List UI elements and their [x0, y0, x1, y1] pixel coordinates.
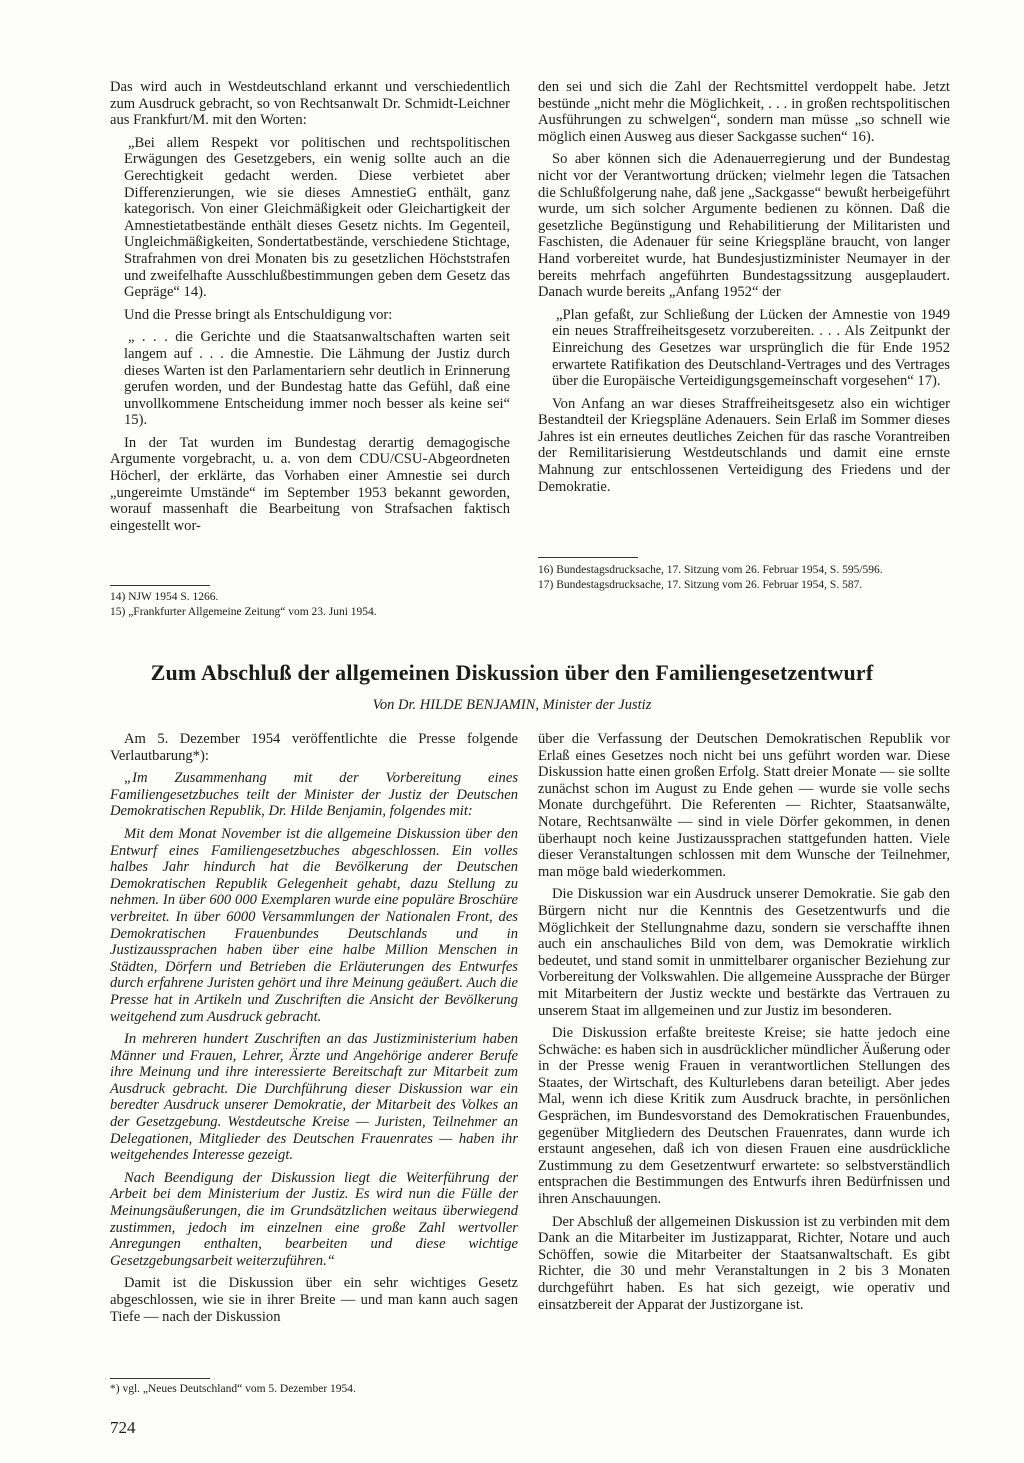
paragraph: Die Diskussion erfaßte breiteste Kreise; sie hatte jedoch eine Schwäche: es haben sich in ausdrücklicher mündlicher Äußerung oder in der Presse wenig Frauen in verantwortlichen Stellungen des Staates, der Wirtschaft, des Kulturlebens daran beteiligt. Aber jedes Mal, wenn ich diese Kritik zum Ausdruck brachte, in persönlichen Gesprächen, im Bundesvorstand des Demokratischen Frauenbundes, gegenüber Mitgliedern des Deutschen Frauenrates, dann wurde ich erstaunt angesehen, daß ich von diesen Frauen eine ausdrückliche Zustimmung zu dem Gesetzentwurf erwartete: so selbstverständlich entsprachen die Bestimmungen des Entwurfs ihren Bedürfnissen und ihren Anschauungen. — [538, 1025, 950, 1208]
footnote-rule — [110, 585, 210, 586]
paragraph: Und die Presse bringt als Entschuldigung vor: — [124, 306, 393, 323]
paragraph: den sei und sich die Zahl der Rechtsmittel verdoppelt habe. Jetzt bestünde „nicht mehr die Möglichkeit, . . . in großen rechtspolitischen Ausführungen zu schwelgen“, sondern man müsse „so schnell wie möglich einen Ausweg aus dieser Sackgasse suchen“ 16). — [538, 79, 950, 145]
paragraph: So aber können sich die Adenauerregierung und der Bundestag nicht vor der Verantwortung drücken; vielmehr legen die Tatsachen die Schlußfolgerung nahe, daß jene „Sackgasse“ bewußt herbeigeführt wurde, um sich solcher Argumente bedienen zu können. Daß die gesetzliche Begünstigung und Rehabilitierung der Militaristen und Faschisten, die Adenauer für seine Kriegspläne braucht, von langer Hand vorbereitet wurde, hat Bundesjustizminister Neumayer in der bereits mehrfach angeführten Bundestagssitzung ausgeplaudert. Danach wurde bereits „Anfang 1952“ der — [538, 151, 950, 301]
footnote-rule — [110, 1378, 210, 1379]
italic-paragraph: Nach Beendigung der Diskussion liegt die Weiterführung der Arbeit bei dem Ministerium der Justiz. Es wird nun die Fülle der Meinungsäußerungen, die im Grundsätzlichen weitaus überwiegend zustimmen, jedoch im einzelnen eine große Zahl wertvoller Anregungen enthalten, bearbeiten und diese wichtige Gesetzgebungsarbeit weiterzuführen.“ — [110, 1169, 518, 1269]
footnote: 15) „Frankfurter Allgemeine Zeitung“ vom 23. Juni 1954. — [110, 606, 377, 618]
article-byline: Von Dr. HILDE BENJAMIN, Minister der Justiz — [372, 697, 652, 713]
article-right-column — [538, 731, 950, 1319]
top-right-column — [538, 79, 950, 501]
paragraph: Die Diskussion war ein Ausdruck unserer Demokratie. Sie gab den Bürgern nicht nur die Kenntnis des Gesetzentwurfs und die Möglichkeit der Stellungnahme dazu, sondern sie verschaffte ihnen auch ein anschauliches Bild von dem, was Demokratie wirklich bedeutet, und stand somit in unmittelbarer organischer Beziehung zur Vorbereitung der Volkswahlen. Die allgemeine Aussprache der Bürger mit Mitarbeitern der Justiz weckte und bestärkte das Vertrauen zu unserem Staat im allgemeinen und zur Justiz im besonderen. — [538, 886, 950, 1019]
paragraph: Von Anfang an war dieses Straffreiheitsgesetz also ein wichtiger Bestandteil der Kriegspläne Adenauers. Sein Erlaß im Sommer dieses Jahres ist ein erneutes deutliches Zeichen für das rasche Vorantreiben der Remilitarisierung Westdeutschlands und damit eine ernste Mahnung zur entschlossenen Verteidigung des Friedens und der Demokratie. — [538, 395, 950, 495]
italic-paragraph: Mit dem Monat November ist die allgemeine Diskussion über den Entwurf eines Familiengesetzbuches abgeschlossen. Ein volles halbes Jahr hindurch hat die Bevölkerung der Deutschen Demokratischen Republik Gelegenheit gehabt, dazu Stellung zu nehmen. In über 600 000 Exemplaren wurde eine populäre Broschüre verbreitet. In über 6000 Versammlungen der Nationalen Front, des Demokratischen Frauenbundes Deutschlands und in Justizaussprachen haben über eine halbe Million Menschen in Städten, Dörfern und Betrieben die Erläuterungen des Entwurfes durch erfahrene Juristen gehört und ihre Meinung geäußert. Auch die Presse hat in Artikeln und Zuschriften die Ansicht der Bevölkerung weitgehend zum Ausdruck gebracht. — [110, 825, 518, 1025]
page-number: 724 — [110, 1418, 136, 1437]
top-left-footnotes — [110, 590, 510, 620]
top-right-footnotes — [538, 563, 950, 593]
block-quote: „Plan gefaßt, zur Schließung der Lücken der Amnestie von 1949 ein neues Straffreiheitsgesetz vorzubereiten. . . . Als Zeitpunkt der Einreichung des Gesetzes war ursprünglich die für Ende 1952 erwartete Ratifikation des Deutschland-Vertrages und des Vertrages über die Europäische Verteidigungsgemeinschaft vorgesehen“ 17). — [552, 306, 950, 390]
footnote: 14) NJW 1954 S. 1266. — [110, 591, 219, 603]
paragraph: Damit ist die Diskussion über ein sehr wichtiges Gesetz abgeschlossen, wie sie in ihrer Breite — und man kann auch sagen Tiefe — nach der Diskussion — [110, 1275, 518, 1325]
footnote: *) vgl. „Neues Deutschland“ vom 5. Dezember 1954. — [110, 1383, 356, 1395]
article-title: Zum Abschluß der allgemeinen Diskussion über den Familiengesetzentwurf — [150, 660, 874, 685]
top-left-column — [110, 79, 510, 540]
paragraph: In der Tat wurden im Bundestag derartig demagogische Argumente vorgebracht, u. a. von dem CDU/CSU-Abgeordneten Höcherl, der erklärte, das Vorhaben einer Amnestie sei durch „ungereimte Umstände“ im September 1953 bekannt geworden, worauf massenhaft die Bearbeitung von Strafsachen faktisch eingestellt wor- — [110, 434, 510, 534]
italic-paragraph: „Im Zusammenhang mit der Vorbereitung eines Familiengesetzbuches teilt der Minister der Justiz der Deutschen Demokratischen Republik, Dr. Hilde Benjamin, folgendes mit: — [110, 770, 518, 820]
footnote: 16) Bundestagsdrucksache, 17. Sitzung vom 26. Februar 1954, S. 595/596. — [538, 564, 883, 576]
paragraph: Das wird auch in Westdeutschland erkannt und verschiedentlich zum Ausdruck gebracht, so von Rechtsanwalt Dr. Schmidt-Leichner aus Frankfurt/M. mit den Worten: — [110, 79, 510, 129]
paragraph: über die Verfassung der Deutschen Demokratischen Republik vor Erlaß eines Gesetzes noch nicht bei uns geführt worden war. Diese Diskussion hatte einen großen Erfolg. Statt dreier Monate — sie sollte zunächst schon im August zu Ende gehen — wurde sie volle sechs Monate durchgeführt. Die Referenten — Richter, Staatsanwälte, Notare, Rechtsanwälte — sind in viele Dörfer gekommen, in denen überhaupt noch keine Justizaussprachen stattgefunden hatten. Viele dieser Veranstaltungen schlossen mit dem Wunsche der Teilnehmer, man möge bald wiederkommen. — [538, 731, 950, 880]
italic-paragraph: In mehreren hundert Zuschriften an das Justizministerium haben Männer und Frauen, Lehrer, Ärzte und Angehörige anderer Berufe ihre Meinung und ihre interessierte Bereitschaft zur Mitarbeit zum Ausdruck gebracht. Die Durchführung dieser Diskussion war ein beredter Ausdruck unserer Demokratie, der Mitarbeit des Volkes an der Gesetzgebung. Westdeutsche Kreise — Juristen, Teilnehmer an Delegationen, Mitglieder des Deutschen Frauenrates — haben ihr weitgehendes Interesse gezeigt. — [110, 1031, 518, 1164]
article-left-column — [110, 731, 518, 1331]
block-quote: „ . . . die Gerichte und die Staatsanwaltschaften warten seit langem auf . . . die Amnestie. Die Lähmung der Justiz durch dieses Warten ist den Parlamentariern sehr deutlich in Erinnerung gerufen worden, und der Bundestag hatte das Gefühl, daß eine unvollkommene Entscheidung immer noch besser als keine sei“ 15). — [124, 329, 510, 429]
paragraph: Am 5. Dezember 1954 veröffentlichte die Presse folgende Verlautbarung*): — [110, 731, 518, 764]
block-quote: „Bei allem Respekt vor politischen und rechtspolitischen Erwägungen des Gesetzgebers, ein wenig sollte auch an die Gerechtigkeit gedacht werden. Diese verbietet aber Differenzierungen, wie sie dieses AmnestieG enthält, ganz kategorisch. Von einer Gleichmäßigkeit oder Gleichartigkeit der Amnestietatbestände enthält dieses Gesetz nichts. Im Gegenteil, Ungleichmäßigkeiten, Sondertatbestände, verschiedene Stichtage, Strafrahmen von drei Monaten bis zu gesetzlichen Höchststrafen und zweifelhafte Ausschlußbestimmungen geben dem Gesetz das Gepräge“ 14). — [124, 134, 510, 301]
footnote: 17) Bundestagsdrucksache, 17. Sitzung vom 26. Februar 1954, S. 587. — [538, 579, 863, 591]
paragraph: Der Abschluß der allgemeinen Diskussion ist zu verbinden mit dem Dank an die Mitarbeiter im Justizapparat, Richter, Notare und auch Schöffen, sowie die Mitarbeiter der Staatsanwaltschaft. Es gibt Richter, die 30 und mehr Veranstaltungen in 2 bis 3 Monaten durchgeführt haben. Es hat sich gezeigt, wie operativ und einsatzbereit der Apparat der Justizorgane ist. — [538, 1213, 950, 1313]
footnote-rule — [538, 557, 638, 558]
article-footnote — [110, 1382, 518, 1397]
